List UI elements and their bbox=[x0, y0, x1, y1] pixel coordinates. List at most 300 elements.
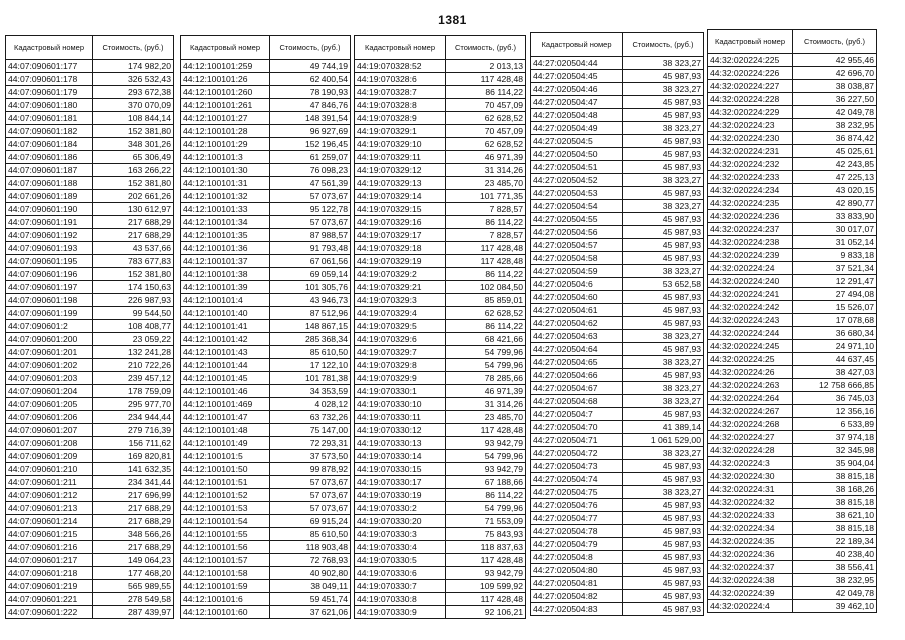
cadastral-number: 44:12:100101:259 bbox=[181, 60, 270, 73]
cadastral-number: 44:19:070329:18 bbox=[355, 242, 446, 255]
cadastral-number: 44:32:020224:229 bbox=[708, 106, 793, 119]
cadastral-number: 44:27:020504:55 bbox=[531, 213, 623, 226]
table-row bbox=[181, 424, 351, 437]
cost-value: 40 238,40 bbox=[793, 548, 877, 561]
table-row bbox=[6, 346, 174, 359]
table-row bbox=[181, 229, 351, 242]
cadastral-number: 44:07:090601:179 bbox=[6, 86, 93, 99]
cadastral-table-2 bbox=[180, 35, 351, 619]
cost-value: 45 987,93 bbox=[623, 564, 704, 577]
cost-value: 117 428,48 bbox=[446, 255, 526, 268]
table-row bbox=[531, 83, 704, 96]
cadastral-number: 44:19:070330:7 bbox=[355, 580, 446, 593]
cadastral-number: 44:32:020224:27 bbox=[708, 431, 793, 444]
table-row bbox=[355, 463, 526, 476]
cost-value: 45 987,93 bbox=[623, 226, 704, 239]
cadastral-number: 44:32:020224:32 bbox=[708, 496, 793, 509]
cadastral-number: 44:32:020224:263 bbox=[708, 379, 793, 392]
cadastral-number: 44:12:100101:45 bbox=[181, 372, 270, 385]
cost-value: 287 439,97 bbox=[93, 606, 174, 619]
cost-value: 76 098,23 bbox=[270, 164, 351, 177]
cost-value: 565 989,55 bbox=[93, 580, 174, 593]
cadastral-number: 44:32:020224:243 bbox=[708, 314, 793, 327]
cost-value: 38 323,27 bbox=[623, 382, 704, 395]
cadastral-number: 44:12:100101:32 bbox=[181, 190, 270, 203]
cost-value: 6 533,89 bbox=[793, 418, 877, 431]
cadastral-number: 44:32:020224:225 bbox=[708, 54, 793, 67]
table-row bbox=[181, 333, 351, 346]
cadastral-number: 44:32:020224:34 bbox=[708, 522, 793, 535]
table-row bbox=[181, 463, 351, 476]
cost-value: 174 150,63 bbox=[93, 281, 174, 294]
table-row bbox=[181, 307, 351, 320]
cadastral-table-5 bbox=[707, 29, 877, 613]
cost-value: 109 599,92 bbox=[446, 580, 526, 593]
table-row bbox=[355, 255, 526, 268]
cost-value: 38 232,95 bbox=[793, 119, 877, 132]
cadastral-table-4 bbox=[530, 32, 704, 616]
cost-value: 93 942,79 bbox=[446, 463, 526, 476]
cost-value: 38 323,27 bbox=[623, 83, 704, 96]
cadastral-number: 44:27:020504:75 bbox=[531, 486, 623, 499]
cost-value: 117 428,48 bbox=[446, 593, 526, 606]
cost-value: 17 122,10 bbox=[270, 359, 351, 372]
cost-value: 45 987,93 bbox=[623, 512, 704, 525]
table-row bbox=[181, 60, 351, 73]
cost-value: 348 566,26 bbox=[93, 528, 174, 541]
table-row bbox=[708, 223, 877, 236]
table-row bbox=[6, 294, 174, 307]
cost-value: 93 942,79 bbox=[446, 437, 526, 450]
cadastral-number: 44:19:070330:5 bbox=[355, 554, 446, 567]
cadastral-number: 44:19:070328:9 bbox=[355, 112, 446, 125]
table-row bbox=[355, 606, 526, 619]
cost-value: 43 537,66 bbox=[93, 242, 174, 255]
table-row bbox=[6, 151, 174, 164]
cadastral-number: 44:19:070329:4 bbox=[355, 307, 446, 320]
table-row bbox=[708, 93, 877, 106]
cost-value: 38 049,11 bbox=[270, 580, 351, 593]
table-row bbox=[708, 249, 877, 262]
cost-value: 99 544,50 bbox=[93, 307, 174, 320]
table-row bbox=[181, 398, 351, 411]
cost-value: 117 428,48 bbox=[446, 554, 526, 567]
table-row bbox=[6, 502, 174, 515]
cost-value: 279 716,39 bbox=[93, 424, 174, 437]
cost-value: 86 114,22 bbox=[446, 489, 526, 502]
cost-value: 17 078,68 bbox=[793, 314, 877, 327]
cost-value: 118 837,63 bbox=[446, 541, 526, 554]
table-row bbox=[708, 548, 877, 561]
cost-value: 101 771,35 bbox=[446, 190, 526, 203]
cadastral-number: 44:32:020224:230 bbox=[708, 132, 793, 145]
table-row bbox=[355, 294, 526, 307]
cadastral-number: 44:27:020504:74 bbox=[531, 473, 623, 486]
table-row bbox=[531, 512, 704, 525]
table-row bbox=[531, 174, 704, 187]
table-row bbox=[181, 411, 351, 424]
table-row bbox=[355, 307, 526, 320]
table-row bbox=[355, 424, 526, 437]
cost-value: 12 356,16 bbox=[793, 405, 877, 418]
cost-value: 67 188,66 bbox=[446, 476, 526, 489]
cadastral-number: 44:27:020504:59 bbox=[531, 265, 623, 278]
cadastral-number: 44:19:070328:7 bbox=[355, 86, 446, 99]
cadastral-number: 44:19:070330:1 bbox=[355, 385, 446, 398]
cost-value: 47 846,76 bbox=[270, 99, 351, 112]
cost-value: 99 878,92 bbox=[270, 463, 351, 476]
cost-value: 45 987,93 bbox=[623, 96, 704, 109]
cadastral-number: 44:27:020504:6 bbox=[531, 278, 623, 291]
cadastral-number: 44:19:070329:1 bbox=[355, 125, 446, 138]
cost-value: 54 799,96 bbox=[446, 502, 526, 515]
table-row bbox=[531, 330, 704, 343]
cost-value: 148 867,15 bbox=[270, 320, 351, 333]
cadastral-number: 44:07:090601:191 bbox=[6, 216, 93, 229]
cadastral-number: 44:07:090601:214 bbox=[6, 515, 93, 528]
table-row bbox=[531, 577, 704, 590]
cadastral-number: 44:12:100101:41 bbox=[181, 320, 270, 333]
cost-value: 40 902,80 bbox=[270, 567, 351, 580]
header-cadastral-number: Кадастровый номер bbox=[181, 36, 270, 60]
cost-value: 38 427,03 bbox=[793, 366, 877, 379]
table-row bbox=[531, 395, 704, 408]
cost-value: 57 073,67 bbox=[270, 502, 351, 515]
cost-value: 239 457,12 bbox=[93, 372, 174, 385]
table-row bbox=[708, 119, 877, 132]
cadastral-number: 44:32:020224:237 bbox=[708, 223, 793, 236]
table-row bbox=[708, 405, 877, 418]
cost-value: 31 314,26 bbox=[446, 164, 526, 177]
table-row bbox=[181, 385, 351, 398]
cadastral-number: 44:27:020504:68 bbox=[531, 395, 623, 408]
cadastral-number: 44:12:100101:469 bbox=[181, 398, 270, 411]
table-row bbox=[355, 359, 526, 372]
cadastral-number: 44:27:020504:73 bbox=[531, 460, 623, 473]
table-row bbox=[708, 353, 877, 366]
cadastral-number: 44:27:020504:76 bbox=[531, 499, 623, 512]
cost-value: 130 612,97 bbox=[93, 203, 174, 216]
cost-value: 38 323,27 bbox=[623, 330, 704, 343]
cost-value: 15 526,07 bbox=[793, 301, 877, 314]
cadastral-number: 44:32:020224:233 bbox=[708, 171, 793, 184]
cadastral-number: 44:32:020224:241 bbox=[708, 288, 793, 301]
cadastral-number: 44:27:020504:8 bbox=[531, 551, 623, 564]
cadastral-number: 44:32:020224:4 bbox=[708, 600, 793, 613]
cost-value: 152 381,80 bbox=[93, 268, 174, 281]
table-row bbox=[6, 489, 174, 502]
cadastral-number: 44:07:090601:184 bbox=[6, 138, 93, 151]
table-row bbox=[355, 86, 526, 99]
table-row bbox=[531, 96, 704, 109]
cost-value: 152 381,80 bbox=[93, 177, 174, 190]
table-row bbox=[708, 80, 877, 93]
table-row bbox=[6, 281, 174, 294]
table-row bbox=[355, 112, 526, 125]
table-row bbox=[181, 606, 351, 619]
cadastral-number: 44:12:100101:47 bbox=[181, 411, 270, 424]
cadastral-number: 44:07:090601:208 bbox=[6, 437, 93, 450]
cost-value: 37 974,18 bbox=[793, 431, 877, 444]
table-row bbox=[708, 275, 877, 288]
cost-value: 35 904,04 bbox=[793, 457, 877, 470]
table-row bbox=[6, 463, 174, 476]
table-row bbox=[181, 125, 351, 138]
cost-value: 87 512,96 bbox=[270, 307, 351, 320]
cost-value: 57 073,67 bbox=[270, 190, 351, 203]
cadastral-number: 44:32:020224:36 bbox=[708, 548, 793, 561]
cadastral-number: 44:27:020504:51 bbox=[531, 161, 623, 174]
cost-value: 43 020,15 bbox=[793, 184, 877, 197]
table-row bbox=[355, 580, 526, 593]
cost-value: 24 971,10 bbox=[793, 340, 877, 353]
cost-value: 36 680,34 bbox=[793, 327, 877, 340]
cost-value: 47 561,39 bbox=[270, 177, 351, 190]
cost-value: 45 987,93 bbox=[623, 109, 704, 122]
table-row bbox=[6, 359, 174, 372]
cadastral-number: 44:19:070328:6 bbox=[355, 73, 446, 86]
table-row bbox=[531, 343, 704, 356]
cadastral-number: 44:19:070329:15 bbox=[355, 203, 446, 216]
cadastral-number: 44:27:020504:71 bbox=[531, 434, 623, 447]
cost-value: 45 987,93 bbox=[623, 577, 704, 590]
table-row bbox=[531, 213, 704, 226]
cadastral-number: 44:32:020224:268 bbox=[708, 418, 793, 431]
cadastral-number: 44:07:090601:186 bbox=[6, 151, 93, 164]
table-row bbox=[355, 489, 526, 502]
table-row bbox=[355, 372, 526, 385]
cadastral-number: 44:19:070329:8 bbox=[355, 359, 446, 372]
cost-value: 45 987,93 bbox=[623, 590, 704, 603]
cadastral-number: 44:27:020504:50 bbox=[531, 148, 623, 161]
table-row bbox=[531, 304, 704, 317]
cadastral-table-1 bbox=[5, 35, 174, 619]
table-row bbox=[181, 515, 351, 528]
table-row bbox=[708, 301, 877, 314]
table-row bbox=[531, 486, 704, 499]
cadastral-number: 44:07:090601:190 bbox=[6, 203, 93, 216]
cost-value: 75 843,93 bbox=[446, 528, 526, 541]
cost-value: 38 323,27 bbox=[623, 486, 704, 499]
cadastral-number: 44:12:100101:33 bbox=[181, 203, 270, 216]
cadastral-number: 44:07:090601:204 bbox=[6, 385, 93, 398]
table-row bbox=[531, 603, 704, 616]
table-row bbox=[708, 236, 877, 249]
cadastral-number: 44:27:020504:65 bbox=[531, 356, 623, 369]
cost-value: 117 428,48 bbox=[446, 73, 526, 86]
cost-value: 33 833,90 bbox=[793, 210, 877, 223]
cadastral-number: 44:27:020504:66 bbox=[531, 369, 623, 382]
cadastral-number: 44:12:100101:51 bbox=[181, 476, 270, 489]
cadastral-number: 44:12:100101:49 bbox=[181, 437, 270, 450]
cadastral-number: 44:19:070328:52 bbox=[355, 60, 446, 73]
cadastral-number: 44:19:070329:14 bbox=[355, 190, 446, 203]
cost-value: 7 828,57 bbox=[446, 229, 526, 242]
cadastral-number: 44:19:070329:6 bbox=[355, 333, 446, 346]
cost-value: 152 381,80 bbox=[93, 125, 174, 138]
cost-value: 102 084,50 bbox=[446, 281, 526, 294]
cadastral-number: 44:12:100101:42 bbox=[181, 333, 270, 346]
table-row bbox=[708, 197, 877, 210]
cadastral-number: 44:12:100101:39 bbox=[181, 281, 270, 294]
table-row bbox=[708, 340, 877, 353]
cost-value: 234 341,44 bbox=[93, 476, 174, 489]
table-row bbox=[531, 109, 704, 122]
cost-value: 72 768,93 bbox=[270, 554, 351, 567]
cost-value: 37 521,34 bbox=[793, 262, 877, 275]
table-row bbox=[355, 554, 526, 567]
cost-value: 117 428,48 bbox=[446, 424, 526, 437]
table-row bbox=[355, 411, 526, 424]
table-row bbox=[6, 86, 174, 99]
cost-value: 36 227,50 bbox=[793, 93, 877, 106]
table-row bbox=[6, 320, 174, 333]
table-row bbox=[6, 515, 174, 528]
cost-value: 45 987,93 bbox=[623, 499, 704, 512]
cost-value: 101 781,38 bbox=[270, 372, 351, 385]
cadastral-number: 44:19:070330:4 bbox=[355, 541, 446, 554]
table-row bbox=[708, 496, 877, 509]
cadastral-number: 44:32:020224:38 bbox=[708, 574, 793, 587]
cadastral-number: 44:32:020224:235 bbox=[708, 197, 793, 210]
cadastral-number: 44:27:020504:5 bbox=[531, 135, 623, 148]
table-row bbox=[531, 356, 704, 369]
cost-value: 38 621,10 bbox=[793, 509, 877, 522]
cost-value: 38 323,27 bbox=[623, 356, 704, 369]
cadastral-number: 44:19:070330:11 bbox=[355, 411, 446, 424]
cadastral-number: 44:07:090601:221 bbox=[6, 593, 93, 606]
table-row bbox=[531, 590, 704, 603]
cost-value: 23 485,70 bbox=[446, 177, 526, 190]
cadastral-number: 44:07:090601:211 bbox=[6, 476, 93, 489]
table-row bbox=[181, 567, 351, 580]
cadastral-number: 44:19:070329:11 bbox=[355, 151, 446, 164]
table-row bbox=[181, 476, 351, 489]
table-row bbox=[355, 333, 526, 346]
table-row bbox=[708, 54, 877, 67]
cost-value: 9 833,18 bbox=[793, 249, 877, 262]
cost-value: 12 758 666,85 bbox=[793, 379, 877, 392]
cost-value: 62 400,54 bbox=[270, 73, 351, 86]
cadastral-number: 44:07:090601:181 bbox=[6, 112, 93, 125]
cadastral-number: 44:07:090601:195 bbox=[6, 255, 93, 268]
cadastral-number: 44:12:100101:43 bbox=[181, 346, 270, 359]
table-row bbox=[708, 288, 877, 301]
cadastral-number: 44:19:070330:6 bbox=[355, 567, 446, 580]
cost-value: 141 632,35 bbox=[93, 463, 174, 476]
table-row bbox=[708, 509, 877, 522]
cadastral-number: 44:32:020224:239 bbox=[708, 249, 793, 262]
cost-value: 45 987,93 bbox=[623, 343, 704, 356]
cadastral-number: 44:32:020224:37 bbox=[708, 561, 793, 574]
cost-value: 59 451,74 bbox=[270, 593, 351, 606]
cost-value: 22 189,34 bbox=[793, 535, 877, 548]
cadastral-number: 44:32:020224:39 bbox=[708, 587, 793, 600]
cadastral-number: 44:07:090601:222 bbox=[6, 606, 93, 619]
cadastral-number: 44:12:100101:29 bbox=[181, 138, 270, 151]
table-row bbox=[6, 203, 174, 216]
table-row bbox=[708, 561, 877, 574]
table-row bbox=[708, 145, 877, 158]
cadastral-number: 44:07:090601:218 bbox=[6, 567, 93, 580]
cadastral-number: 44:12:100101:27 bbox=[181, 112, 270, 125]
cadastral-number: 44:27:020504:45 bbox=[531, 70, 623, 83]
cost-value: 70 457,09 bbox=[446, 99, 526, 112]
table-row bbox=[181, 255, 351, 268]
cost-value: 217 696,99 bbox=[93, 489, 174, 502]
cost-value: 45 025,61 bbox=[793, 145, 877, 158]
table-row bbox=[708, 184, 877, 197]
cadastral-number: 44:12:100101:4 bbox=[181, 294, 270, 307]
cost-value: 42 243,85 bbox=[793, 158, 877, 171]
cost-value: 45 987,93 bbox=[623, 525, 704, 538]
header-cadastral-number: Кадастровый номер bbox=[531, 33, 623, 57]
table-row bbox=[531, 200, 704, 213]
cost-value: 234 944,44 bbox=[93, 411, 174, 424]
table-row bbox=[355, 242, 526, 255]
cost-value: 49 744,19 bbox=[270, 60, 351, 73]
table-row bbox=[355, 567, 526, 580]
cost-value: 39 462,10 bbox=[793, 600, 877, 613]
cadastral-number: 44:07:090601:200 bbox=[6, 333, 93, 346]
table-row bbox=[6, 229, 174, 242]
cadastral-number: 44:12:100101:260 bbox=[181, 86, 270, 99]
cadastral-number: 44:32:020224:245 bbox=[708, 340, 793, 353]
cost-value: 23 059,22 bbox=[93, 333, 174, 346]
table-row bbox=[531, 265, 704, 278]
cadastral-number: 44:19:070330:2 bbox=[355, 502, 446, 515]
table-row bbox=[708, 366, 877, 379]
cadastral-number: 44:27:020504:58 bbox=[531, 252, 623, 265]
cost-value: 62 628,52 bbox=[446, 307, 526, 320]
cost-value: 217 688,29 bbox=[93, 515, 174, 528]
table-row bbox=[355, 385, 526, 398]
cost-value: 132 241,28 bbox=[93, 346, 174, 359]
cost-value: 45 987,93 bbox=[623, 70, 704, 83]
cost-value: 38 323,27 bbox=[623, 174, 704, 187]
cadastral-number: 44:27:020504:77 bbox=[531, 512, 623, 525]
cadastral-number: 44:32:020224:231 bbox=[708, 145, 793, 158]
cadastral-number: 44:19:070329:2 bbox=[355, 268, 446, 281]
cost-value: 45 987,93 bbox=[623, 187, 704, 200]
cadastral-number: 44:32:020224:23 bbox=[708, 119, 793, 132]
cost-value: 85 610,50 bbox=[270, 528, 351, 541]
cadastral-number: 44:19:070329:3 bbox=[355, 294, 446, 307]
cost-value: 62 628,52 bbox=[446, 112, 526, 125]
cost-value: 108 408,77 bbox=[93, 320, 174, 333]
table-row bbox=[6, 424, 174, 437]
cost-value: 217 688,29 bbox=[93, 502, 174, 515]
cadastral-number: 44:27:020504:54 bbox=[531, 200, 623, 213]
cadastral-number: 44:19:070330:19 bbox=[355, 489, 446, 502]
table-row bbox=[181, 450, 351, 463]
cost-value: 42 049,78 bbox=[793, 587, 877, 600]
cost-value: 32 345,98 bbox=[793, 444, 877, 457]
table-row bbox=[6, 190, 174, 203]
cadastral-number: 44:12:100101:38 bbox=[181, 268, 270, 281]
cadastral-number: 44:19:070329:17 bbox=[355, 229, 446, 242]
cadastral-number: 44:19:070329:12 bbox=[355, 164, 446, 177]
table-row bbox=[355, 541, 526, 554]
cadastral-number: 44:19:070329:19 bbox=[355, 255, 446, 268]
cadastral-number: 44:12:100101:53 bbox=[181, 502, 270, 515]
cadastral-number: 44:27:020504:44 bbox=[531, 57, 623, 70]
cadastral-number: 44:32:020224:234 bbox=[708, 184, 793, 197]
table-row bbox=[355, 268, 526, 281]
cost-value: 38 232,95 bbox=[793, 574, 877, 587]
cost-value: 202 661,26 bbox=[93, 190, 174, 203]
cadastral-number: 44:19:070329:5 bbox=[355, 320, 446, 333]
